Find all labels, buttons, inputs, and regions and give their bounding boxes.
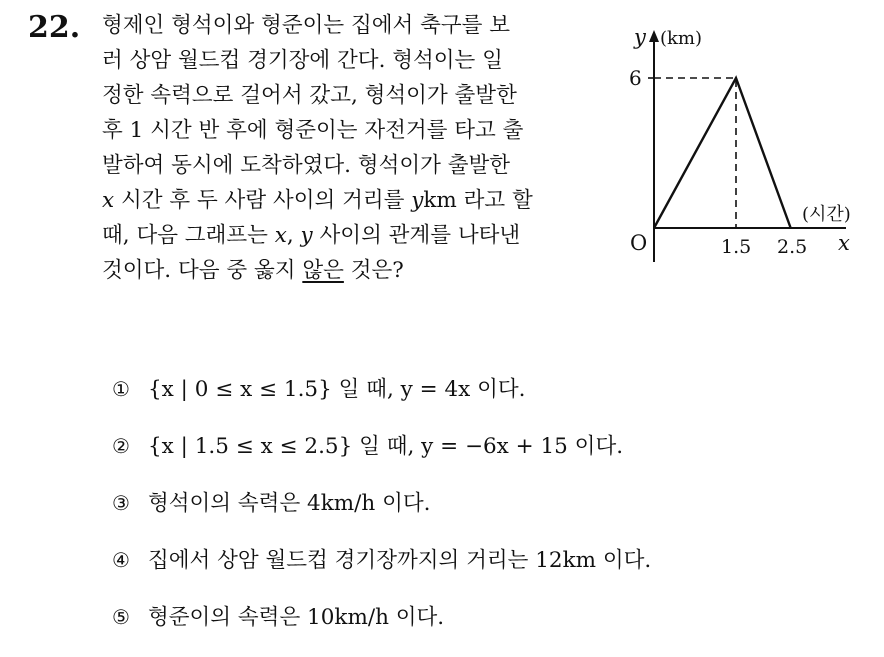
stem-line-5: 발하여 동시에 도착하였다. 형석이가 출발한 <box>102 153 511 178</box>
stem-text: 것이다. 다음 중 옳지 <box>102 258 303 283</box>
stem-text: 사이의 관계를 나타낸 <box>312 223 521 248</box>
stem-text: 시간 후 두 사람 사이의 거리를 <box>114 188 412 213</box>
choice-text: 형석이의 속력은 4km/h 이다. <box>148 491 431 516</box>
var-x: x <box>102 188 115 213</box>
x-unit-label: (시간) <box>802 204 851 225</box>
question-stem <box>102 8 592 288</box>
choice-text: {x | 0 ≤ x ≤ 1.5} 일 때, y = 4x 이다. <box>148 377 526 402</box>
choice-mark: ⑤ <box>112 605 130 629</box>
distance-line <box>654 78 791 228</box>
y-tick-label: 6 <box>629 66 642 90</box>
var-y: y <box>411 188 424 213</box>
y-axis-label: y <box>634 25 646 49</box>
choice-text: 형준이의 속력은 10km/h 이다. <box>148 605 445 630</box>
stem-line-6 <box>102 183 592 218</box>
choice-4[interactable] <box>112 543 651 600</box>
var-x: x <box>274 223 287 248</box>
distance-time-graph <box>600 0 884 290</box>
choice-mark: ③ <box>112 491 130 515</box>
stem-text: km 라고 할 <box>423 188 533 213</box>
x-axis-label: x <box>838 231 850 255</box>
x-tick-label: 1.5 <box>721 236 752 258</box>
choice-mark: ② <box>112 434 130 458</box>
y-unit-label: (km) <box>660 28 703 49</box>
stem-text: , <box>286 223 301 248</box>
x-tick-label: 2.5 <box>777 236 808 258</box>
answer-choices <box>112 372 651 657</box>
choice-text: 집에서 상암 월드컵 경기장까지의 거리는 12km 이다. <box>148 548 652 573</box>
choice-mark: ④ <box>112 548 130 572</box>
choice-1[interactable] <box>112 372 651 429</box>
choice-text: {x | 1.5 ≤ x ≤ 2.5} 일 때, y = −6x + 15 이다. <box>148 434 624 459</box>
choice-2[interactable] <box>112 429 651 486</box>
stem-line-4: 후 1 시간 반 후에 형준이는 자전거를 타고 출 <box>102 118 524 143</box>
stem-line-8 <box>102 253 592 288</box>
origin-label: O <box>630 231 648 255</box>
question-number: 22. <box>28 10 81 45</box>
choice-3[interactable] <box>112 486 651 543</box>
stem-line-7 <box>102 218 592 253</box>
stem-line-2: 러 상암 월드컵 경기장에 간다. 형석이는 일 <box>102 48 503 73</box>
stem-line-3: 정한 속력으로 걸어서 갔고, 형석이가 출발한 <box>102 83 517 108</box>
stem-text: 것은? <box>343 258 404 283</box>
stem-text: 때, 다음 그래프는 <box>102 223 275 248</box>
y-axis-arrow <box>649 30 659 42</box>
choice-5[interactable] <box>112 600 651 657</box>
choice-mark: ① <box>112 377 130 401</box>
stem-line-1: 형제인 형석이와 형준이는 집에서 축구를 보 <box>102 13 511 38</box>
underlined-word: 않은 <box>302 258 344 283</box>
var-y: y <box>300 223 313 248</box>
